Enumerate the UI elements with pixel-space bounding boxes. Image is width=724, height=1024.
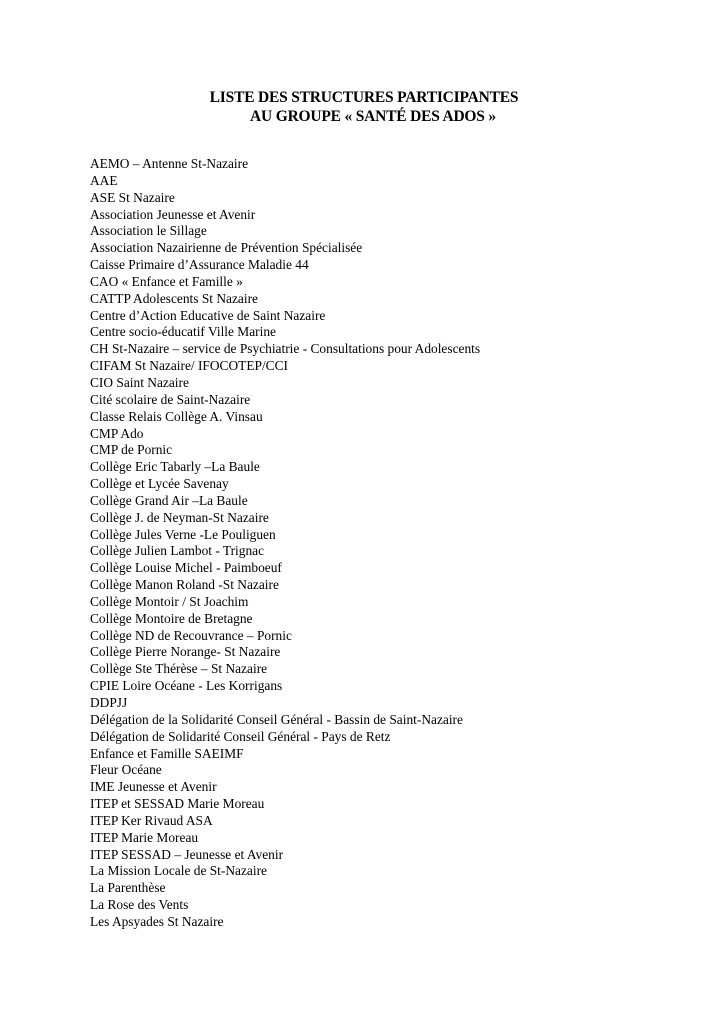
list-item: Collège Jules Verne -Le Pouliguen (90, 526, 276, 542)
list-item: Cité scolaire de Saint-Nazaire (90, 391, 251, 407)
title-line-2: AU GROUPE « SANTÉ DES ADOS » (250, 108, 496, 125)
list-item: Association Nazairienne de Prévention Spécialisée (90, 240, 363, 256)
list-item: Classe Relais Collège A. Vinsau (90, 408, 263, 424)
structures-list (90, 156, 480, 931)
list-item: Collège Louise Michel - Paimboeuf (90, 560, 282, 576)
list-item: Collège ND de Recouvrance – Pornic (90, 627, 292, 643)
document-title (0, 88, 724, 126)
list-item: Collège Montoire de Bretagne (90, 610, 253, 626)
list-item: CIFAM St Nazaire/ IFOCOTEP/CCI (90, 358, 289, 374)
list-item: ITEP SESSAD – Jeunesse et Avenir (90, 846, 284, 862)
list-item: IME Jeunesse et Avenir (90, 779, 217, 795)
list-item: La Parenthèse (90, 880, 166, 896)
list-item: Collège J. de Neyman-St Nazaire (90, 509, 269, 525)
list-item: Centre socio-éducatif Ville Marine (90, 324, 276, 340)
list-item: Collège Montoir / St Joachim (90, 593, 249, 609)
list-item: Caisse Primaire d’Assurance Maladie 44 (90, 257, 309, 273)
title-line-1: LISTE DES STRUCTURES PARTICIPANTES (209, 89, 519, 106)
list-item: CIO Saint Nazaire (90, 374, 189, 390)
list-item: ITEP et SESSAD Marie Moreau (90, 796, 265, 812)
list-item: Fleur Océane (90, 762, 162, 778)
list-item: Collège Pierre Norange- St Nazaire (90, 644, 281, 660)
list-item: CMP de Pornic (90, 442, 173, 458)
list-item: ITEP Marie Moreau (90, 829, 199, 845)
list-item: CPIE Loire Océane - Les Korrigans (90, 678, 283, 694)
list-item: Enfance et Famille SAEIMF (90, 745, 244, 761)
list-item: Collège Manon Roland -St Nazaire (90, 577, 279, 593)
list-item: Délégation de Solidarité Conseil Général - Pays de Retz (90, 728, 391, 744)
list-item: La Rose des Vents (90, 897, 189, 913)
list-item: Centre d’Action Educative de Saint Nazaire (90, 307, 326, 323)
list-item: AEMO – Antenne St-Nazaire (90, 156, 249, 171)
list-item: Collège Eric Tabarly –La Baule (90, 459, 260, 475)
list-item: AAE (90, 172, 118, 188)
list-item: Délégation de la Solidarité Conseil Général - Bassin de Saint-Nazaire (90, 711, 463, 727)
list-item: CAO « Enfance et Famille » (90, 273, 243, 289)
list-item: Les Apsyades St Nazaire (90, 913, 224, 929)
list-item: La Mission Locale de St-Nazaire (90, 863, 267, 879)
list-item: DDPJJ (90, 695, 128, 710)
list-item: Association le Sillage (90, 223, 207, 239)
list-item: CH St-Nazaire – service de Psychiatrie - Consultations pour Adolescents (90, 341, 481, 357)
list-item: ASE St Nazaire (90, 189, 175, 205)
list-item: Collège Grand Air –La Baule (90, 492, 248, 508)
list-item: Collège Ste Thérèse – St Nazaire (90, 661, 268, 677)
list-item: ITEP Ker Rivaud ASA (90, 812, 213, 828)
list-item: Association Jeunesse et Avenir (90, 206, 256, 222)
list-item: CMP Ado (90, 425, 144, 441)
list-item: Collège Julien Lambot - Trignac (90, 543, 265, 559)
list-item: CATTP Adolescents St Nazaire (90, 290, 258, 306)
list-item: Collège et Lycée Savenay (90, 476, 229, 492)
